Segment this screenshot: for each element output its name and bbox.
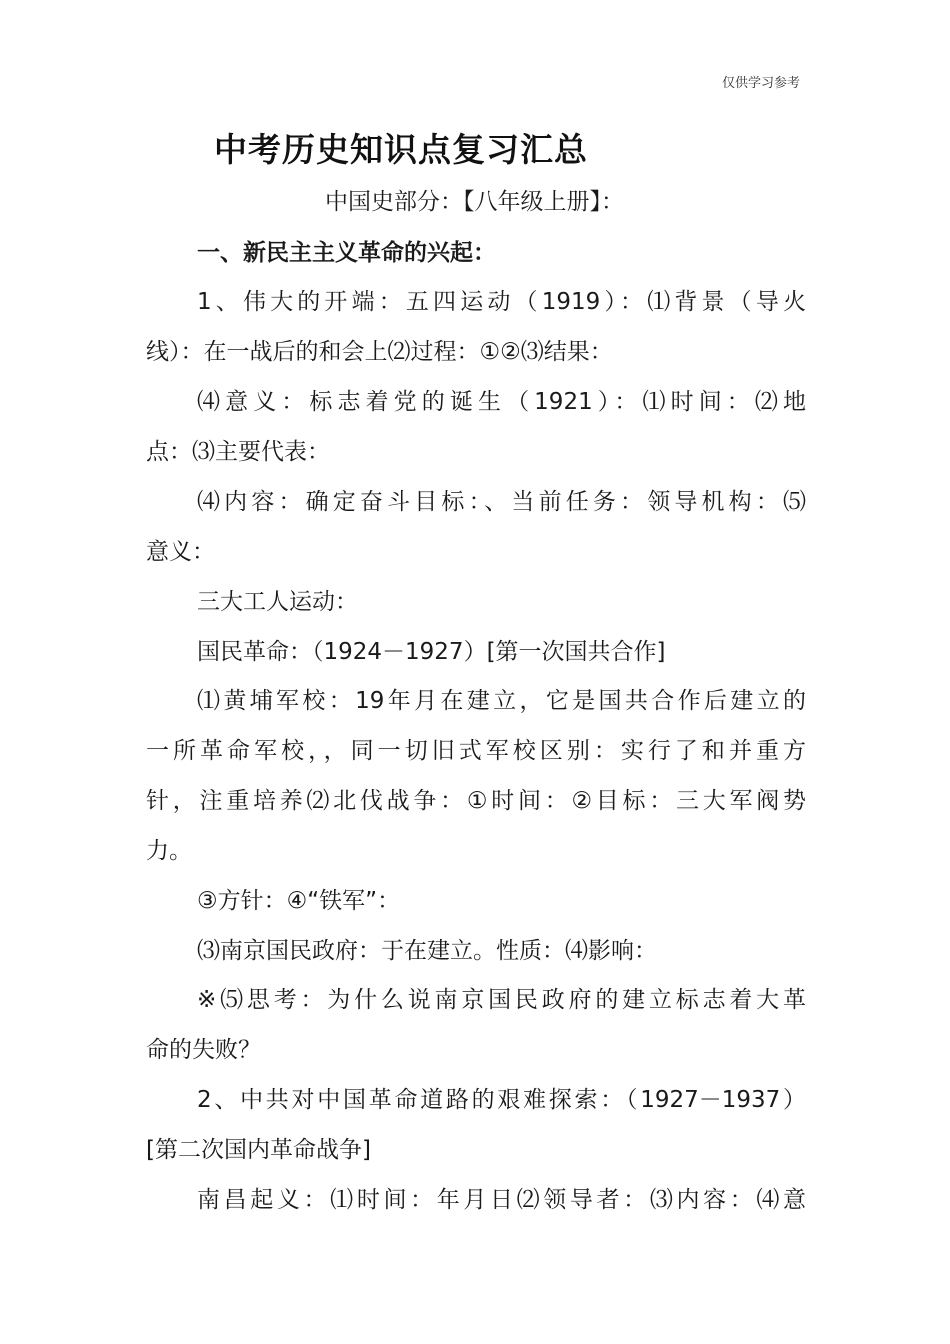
text-line: 力。: [146, 838, 192, 864]
text-line: 命的失败？: [146, 1037, 261, 1063]
text-line: 南昌起义：⑴时间：年月日⑵领导者：⑶内容：⑷意: [197, 1187, 806, 1213]
text-line: 三大工人运动：: [197, 589, 358, 615]
text-line: ③方针：④“铁军”：: [197, 888, 401, 914]
text-line: ⑷内容：确定奋斗目标：、当前任务：领导机构：⑸: [197, 489, 806, 515]
text-line: 针，注重培养⑵北伐战争：①时间：②目标：三大军阀势: [146, 788, 806, 814]
text-line: 一、新民主主义革命的兴起：: [197, 240, 496, 266]
text-line: 一所革命军校，，同一切旧式军校区别：实行了和并重方: [146, 738, 806, 764]
text-line: ⑴黄埔军校：19年月在建立，它是国共合作后建立的: [197, 688, 806, 714]
text-line: ⑷意义：标志着党的诞生（1921）：⑴时间：⑵地: [197, 389, 806, 415]
text-line: 中国史部分：【八年级上册】：: [325, 189, 624, 215]
text-line: [第二次国内革命战争]: [146, 1137, 371, 1163]
document-title: 中考历史知识点复习汇总: [214, 130, 588, 169]
text-line: 1、伟大的开端：五四运动（1919）：⑴背景（导火: [197, 289, 806, 315]
text-line: 国民革命：（1924－1927）[第一次国共合作]: [197, 639, 666, 665]
text-line: ⑶南京国民政府：于在建立。性质：⑷影响：: [197, 938, 657, 964]
text-line: 意义：: [146, 539, 215, 565]
text-line: ※⑸思考：为什么说南京国民政府的建立标志着大革: [197, 987, 806, 1013]
text-line: 点：⑶主要代表：: [146, 439, 330, 465]
header-note: 仅供学习参考: [722, 76, 801, 91]
text-line: 线）：在一战后的和会上⑵过程：①②⑶结果：: [146, 339, 613, 365]
text-line: 2、中共对中国革命道路的艰难探索：（1927－1937）: [197, 1087, 806, 1113]
